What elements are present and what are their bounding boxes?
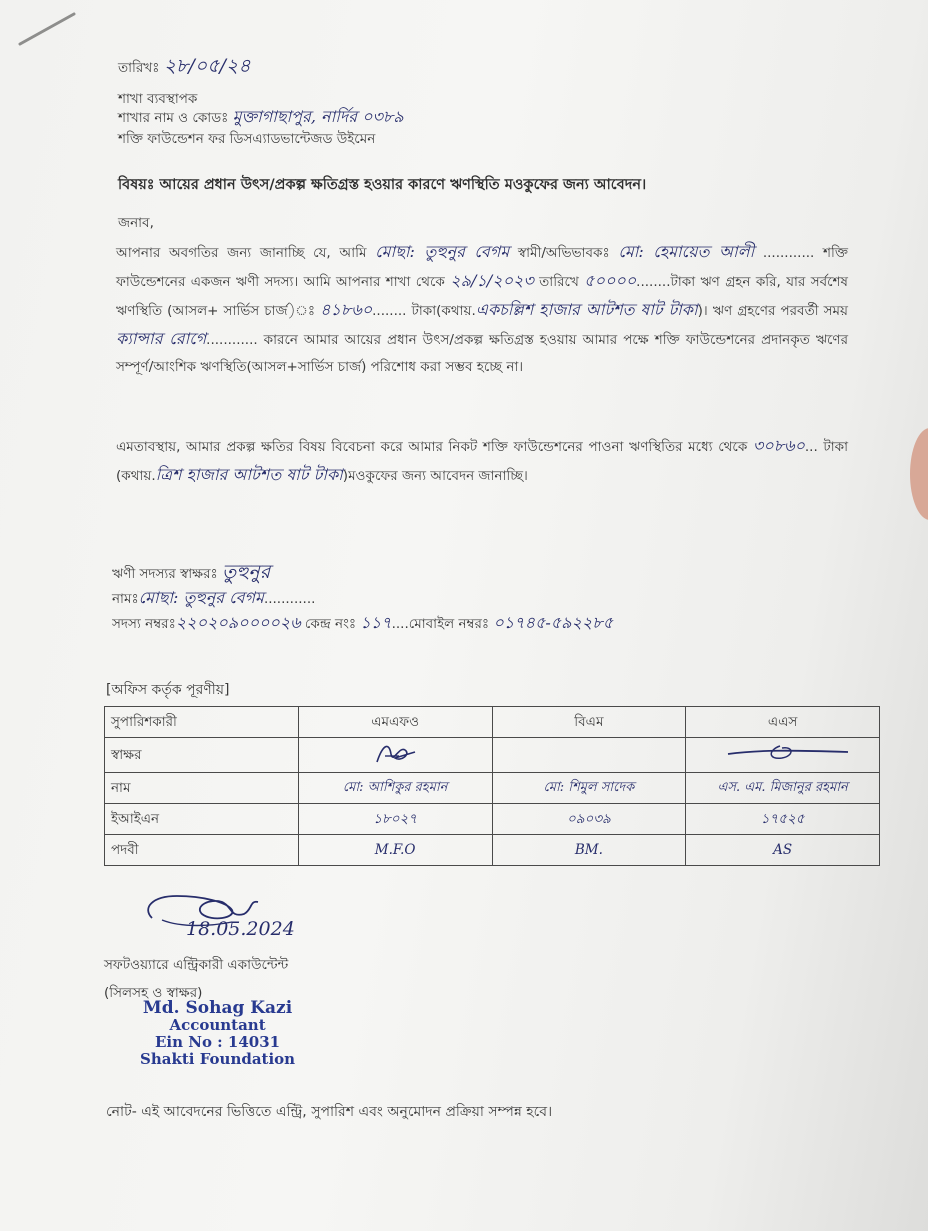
table-row-signature bbox=[105, 738, 880, 773]
para2-text-1: এমতাবস্থায়, আমার প্রকল্প ক্ষতির বিষয় বিবেচনা করে আমার নিকট শক্তি ফাউন্ডেশনের পাওনা ঋণস্থিতির মধ্যে থেকে bbox=[116, 439, 753, 455]
stamp-ein: Ein No : 14031 bbox=[154, 1033, 281, 1051]
waiver-in-words: ত্রিশ হাজার আটশত ষাট টাকা bbox=[155, 465, 343, 484]
mfo-signature bbox=[298, 738, 492, 773]
mfo-ein: ১৮০২৭ bbox=[298, 804, 492, 835]
as-signature-scribble bbox=[698, 740, 868, 766]
para1-text-8: ............ কারনে আমার আয়ের প্রধান উৎস/প্রকল্প ক্ষতিগ্রস্ত হওয়ায় আমার পক্ষে শক্তি ফাউন্ডেশনের প্রদানকৃত ঋণের সম্পূর্ণ/আংশিক ঋণস্থিতি(আসল+সার্ভিস চার্জ) পরিশোধ করা সম্ভব হচ্ছে না। bbox=[116, 332, 848, 375]
stamp-title: Accountant bbox=[169, 1016, 266, 1034]
center-number: ১১৭ bbox=[360, 613, 392, 632]
addressee: শাখা ব্যবস্থাপক bbox=[118, 91, 198, 107]
as-signature bbox=[686, 738, 880, 773]
para1-text-4: তারিখে bbox=[533, 274, 585, 290]
accountant-stamp bbox=[140, 1000, 295, 1068]
header-bm: বিএম bbox=[492, 707, 686, 738]
member-number-label: সদস্য নম্বরঃ bbox=[112, 616, 176, 632]
bm-designation: BM. bbox=[492, 835, 686, 866]
member-number-line bbox=[112, 610, 852, 637]
date-label: তারিখঃ bbox=[118, 60, 160, 76]
footer-note: নোট- এই আবেদনের ভিত্তিতে এন্ট্রি, সুপারিশ এবং অনুমোদন প্রক্রিয়া সম্পন্ন হবে। bbox=[106, 1104, 553, 1120]
seal-label: (সিলসহ ও স্বাক্ষর) bbox=[104, 985, 203, 1001]
member-number: ২২০২০৯০০০০২৬ bbox=[175, 613, 301, 632]
accountant-signature-date: 18.05.2024 bbox=[186, 918, 295, 940]
para1-text-3: ............ শক্তি ফাউন্ডেশনের একজন ঋণী সদস্য। আমি আপনার শাখা থেকে bbox=[116, 245, 848, 290]
member-name: মোছা: তুহুনুর বেগম bbox=[138, 588, 264, 607]
waiver-amount: ৩০৮৬০ bbox=[752, 436, 805, 455]
header-recommender: সুপারিশকারী bbox=[105, 707, 299, 738]
member-signature: তুহুনুর bbox=[222, 561, 271, 583]
table-row-name bbox=[105, 773, 880, 804]
table-row-ein bbox=[105, 804, 880, 835]
finger-in-photo bbox=[910, 428, 928, 520]
stamp-org: Shakti Foundation bbox=[140, 1050, 296, 1068]
outstanding-amount: ৪১৮৬০ bbox=[320, 300, 373, 319]
table-row-designation bbox=[105, 835, 880, 866]
as-ein: ১৭৫২৫ bbox=[686, 804, 880, 835]
mobile-label: মোবাইল নম্বরঃ bbox=[408, 616, 490, 632]
damage-reason: ক্যান্সার রোগে bbox=[116, 329, 207, 348]
signature-row-label: স্বাক্ষর bbox=[105, 738, 299, 773]
member-name-line bbox=[112, 585, 315, 612]
as-designation: AS bbox=[686, 835, 880, 866]
mobile-number: ০১৭৪৫-৫৯২২৮৫ bbox=[493, 613, 614, 632]
paragraph-2 bbox=[116, 432, 848, 490]
member-name-dots: ............ bbox=[263, 591, 316, 607]
org-name: শক্তি ফাউন্ডেশন ফর ডিসএ্যাডভান্টেজড উইমেন bbox=[118, 131, 376, 147]
borrower-name: মোছা: তুহুনুর বেগম bbox=[375, 242, 510, 261]
bm-ein: ০৯০৩৯ bbox=[492, 804, 686, 835]
para1-text-7: )। ঋণ গ্রহণের পরবর্তী সময় bbox=[697, 303, 848, 319]
header-as: এএস bbox=[686, 707, 880, 738]
branch-line bbox=[118, 104, 404, 131]
loan-amount: ৫০০০০ bbox=[584, 271, 637, 290]
center-label: কেন্দ্র নংঃ bbox=[304, 616, 357, 632]
outstanding-in-words: একচল্লিশ হাজার আটশত ষাট টাকা bbox=[475, 300, 698, 319]
bm-name: মো: শিমুল সাদেক bbox=[492, 773, 686, 804]
date-value: ২৮/০৫/২৪ bbox=[163, 55, 251, 77]
accountant-role-label: সফটওয়্যারে এন্ট্রিকারী একাউন্টেন্ট bbox=[104, 957, 289, 973]
guardian-name: মো: হেমায়েত আলী bbox=[618, 242, 755, 261]
para1-text-2: স্বামী/অভিভাবকঃ bbox=[509, 245, 619, 261]
ein-row-label: ইআইএন bbox=[105, 804, 299, 835]
para1-text-1: আপনার অবগতির জন্য জানাচ্ছি যে, আমি bbox=[116, 245, 376, 261]
branch-label: শাখার নাম ও কোডঃ bbox=[118, 110, 229, 126]
para1-text-5: ........টাকা ঋণ গ্রহন করি, যার সর্বশেষ ঋণস্থিতি (আসল+ সার্ভিস চার্জ)ঃ bbox=[116, 274, 848, 319]
bm-signature bbox=[492, 738, 686, 773]
header-mfo: এমএফও bbox=[298, 707, 492, 738]
pen-mark bbox=[16, 8, 78, 48]
mfo-name: মো: আশিকুর রহমান bbox=[298, 773, 492, 804]
member-name-label: নামঃ bbox=[112, 591, 139, 607]
office-table bbox=[104, 706, 880, 866]
loan-date: ২৯/১/২০২৩ bbox=[450, 271, 534, 290]
para2-text-3: )মওকুফের জন্য আবেদন জানাচ্ছি। bbox=[342, 468, 528, 484]
as-name: এস. এম. মিজানুর রহমান bbox=[686, 773, 880, 804]
branch-value: মুক্তাগাছাপুর, নার্দির ০৩৮৯ bbox=[232, 107, 404, 126]
subject-line: বিষয়ঃ আয়ের প্রধান উৎস/প্রকল্প ক্ষতিগ্রস্ত হওয়ার কারণে ঋণস্থিতি মওকুফের জন্য আবেদন। bbox=[118, 177, 647, 193]
salutation: জনাব, bbox=[118, 215, 154, 231]
center-dots: .... bbox=[391, 616, 409, 632]
mfo-designation: M.F.O bbox=[298, 835, 492, 866]
member-signature-label: ঋণী সদস্যর স্বাক্ষরঃ bbox=[112, 566, 218, 582]
para1-text-6: ........ টাকা(কথায়. bbox=[372, 303, 476, 319]
name-row-label: নাম bbox=[105, 773, 299, 804]
office-use-label: [অফিস কর্তৃক পূরণীয়] bbox=[106, 682, 230, 698]
table-header-row bbox=[105, 707, 880, 738]
paragraph-1 bbox=[116, 238, 848, 381]
designation-row-label: পদবী bbox=[105, 835, 299, 866]
para2-text-2: ... টাকা (কথায়. bbox=[116, 439, 848, 484]
date-line bbox=[118, 52, 251, 84]
mfo-signature-scribble bbox=[355, 740, 435, 766]
stamp-name: Md. Sohag Kazi bbox=[142, 998, 293, 1018]
